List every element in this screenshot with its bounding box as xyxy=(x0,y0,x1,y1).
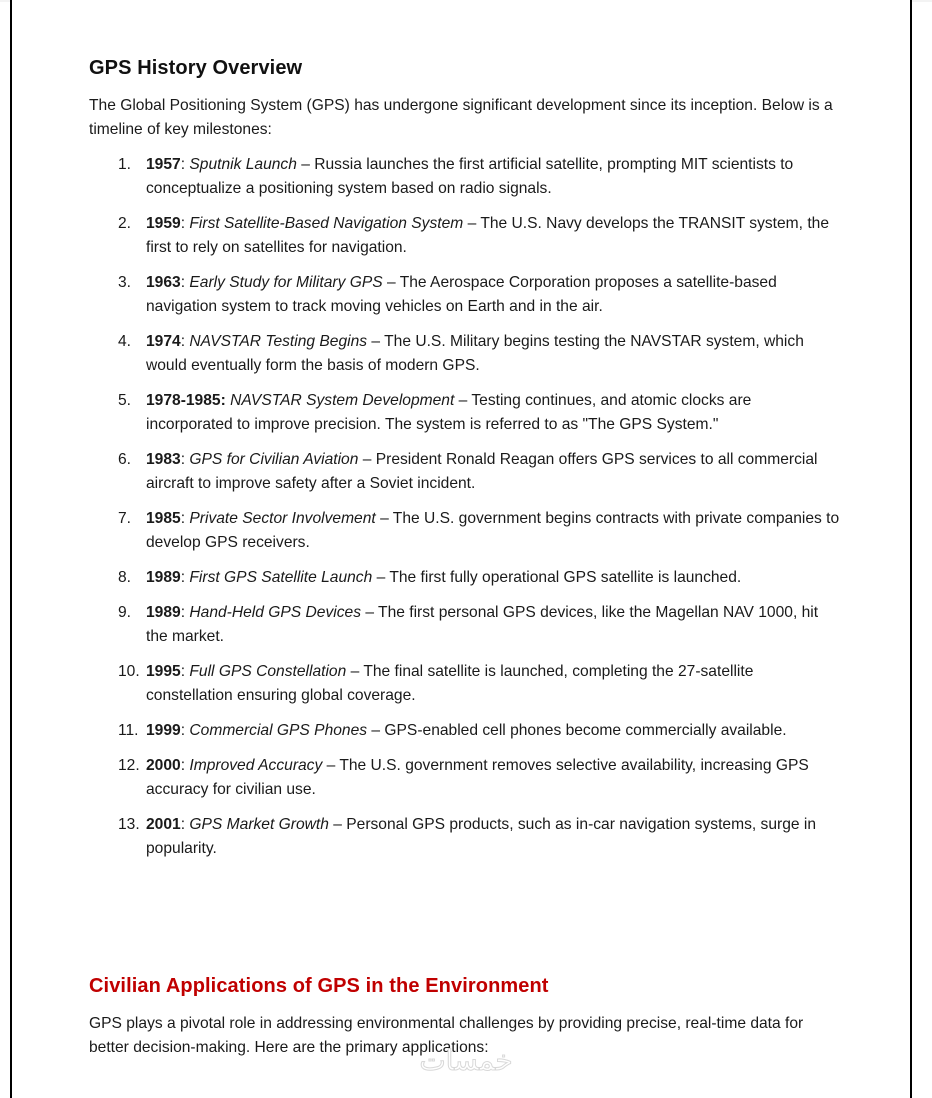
timeline-title: Full GPS Constellation xyxy=(189,663,347,680)
timeline-item xyxy=(89,754,841,802)
timeline-title: GPS Market Growth xyxy=(189,816,329,833)
list-number: 4. xyxy=(118,333,132,350)
list-number: 11. xyxy=(118,722,139,739)
document-page xyxy=(10,0,912,1098)
section-heading-civilian-applications: Civilian Applications of GPS in the Environment xyxy=(89,975,549,997)
timeline-description: – Personal GPS products, such as in-car navigation systems, surge in popularity. xyxy=(146,816,817,857)
timeline-item xyxy=(89,389,841,437)
timeline-year: 2001 xyxy=(146,816,181,833)
timeline-item xyxy=(89,212,841,260)
timeline-year: 1957 xyxy=(146,156,181,173)
list-number: 12. xyxy=(118,757,140,774)
timeline-item xyxy=(89,271,841,319)
history-intro-paragraph: The Global Positioning System (GPS) has undergone significant development since its inception. Below is a timeline of key milestones: xyxy=(89,97,833,138)
timeline-item xyxy=(89,153,841,201)
timeline-title: Hand-Held GPS Devices xyxy=(189,604,361,621)
timeline-item xyxy=(89,566,841,590)
timeline-year: 1989 xyxy=(146,569,181,586)
year-separator: : xyxy=(180,569,186,586)
timeline-year: 2000 xyxy=(146,757,181,774)
timeline-title: NAVSTAR Testing Begins xyxy=(189,333,368,350)
timeline-item xyxy=(89,330,841,378)
timeline-title: Private Sector Involvement xyxy=(189,510,376,527)
year-separator: : xyxy=(180,722,186,739)
timeline-item xyxy=(89,813,841,861)
timeline-item xyxy=(89,601,841,649)
timeline-year: 1995 xyxy=(146,663,181,680)
list-number: 10. xyxy=(118,663,140,680)
timeline-description: – GPS-enabled cell phones become commercially available. xyxy=(367,722,787,739)
timeline-year: 1963 xyxy=(146,274,181,291)
year-separator: : xyxy=(180,274,186,291)
timeline-item xyxy=(89,507,841,555)
year-separator: : xyxy=(180,816,186,833)
year-separator: : xyxy=(180,215,186,232)
list-number: 3. xyxy=(118,274,132,291)
section-heading-gps-history: GPS History Overview xyxy=(89,57,303,79)
timeline-year: 1985 xyxy=(146,510,181,527)
timeline-title: Improved Accuracy xyxy=(189,757,323,774)
list-number: 6. xyxy=(118,451,132,468)
timeline-year: 1983 xyxy=(146,451,181,468)
timeline-item xyxy=(89,719,841,743)
timeline-title: NAVSTAR System Development xyxy=(230,392,455,409)
list-number: 5. xyxy=(118,392,132,409)
timeline-description: – Russia launches the first artificial satellite, prompting MIT scientists to conceptualize a positioning system based on radio signals. xyxy=(146,156,794,197)
list-number: 13. xyxy=(118,816,140,833)
timeline-title: First Satellite-Based Navigation System xyxy=(189,215,464,232)
year-separator: : xyxy=(180,663,186,680)
timeline-description: – The Aerospace Corporation proposes a satellite-based navigation system to track moving vehicles on Earth and in the air. xyxy=(146,274,777,315)
year-separator: : xyxy=(180,757,186,774)
timeline-description: – The first fully operational GPS satellite is launched. xyxy=(372,569,742,586)
year-separator: : xyxy=(180,510,186,527)
timeline-item xyxy=(89,448,841,496)
timeline-description: – The final satellite is launched, completing the 27-satellite constellation ensuring global coverage. xyxy=(146,663,754,704)
timeline-description: – The U.S. government begins contracts with private companies to develop GPS receivers. xyxy=(146,510,840,551)
year-separator: : xyxy=(180,451,186,468)
list-number: 7. xyxy=(118,510,132,527)
timeline-year: 1974 xyxy=(146,333,181,350)
timeline-title: Sputnik Launch xyxy=(189,156,297,173)
year-separator: : xyxy=(180,604,186,621)
timeline-year: 1989 xyxy=(146,604,181,621)
watermark-logo: خمسات xyxy=(419,1044,513,1077)
timeline-title: Commercial GPS Phones xyxy=(189,722,368,739)
year-separator: : xyxy=(180,156,186,173)
timeline-title: GPS for Civilian Aviation xyxy=(189,451,359,468)
timeline-year: 1959 xyxy=(146,215,181,232)
timeline-item xyxy=(89,660,841,708)
timeline-description: – The first personal GPS devices, like the Magellan NAV 1000, hit the market. xyxy=(146,604,819,645)
timeline-title: Early Study for Military GPS xyxy=(189,274,383,291)
timeline-description: – The U.S. Navy develops the TRANSIT system, the first to rely on satellites for navigation. xyxy=(146,215,830,256)
list-number: 9. xyxy=(118,604,132,621)
timeline-year: 1978-1985: xyxy=(146,392,226,409)
timeline-description: – President Ronald Reagan offers GPS services to all commercial aircraft to improve safety after a Soviet incident. xyxy=(146,451,818,492)
list-number: 2. xyxy=(118,215,132,232)
list-number: 8. xyxy=(118,569,132,586)
timeline-list xyxy=(89,153,841,872)
timeline-title: First GPS Satellite Launch xyxy=(189,569,373,586)
timeline-description: – The U.S. government removes selective availability, increasing GPS accuracy for civilian use. xyxy=(146,757,809,798)
timeline-description: – Testing continues, and atomic clocks are incorporated to improve precision. The system is referred to as "The GPS System." xyxy=(146,392,752,433)
timeline-description: – The U.S. Military begins testing the NAVSTAR system, which would eventually form the basis of modern GPS. xyxy=(146,333,804,374)
timeline-year: 1999 xyxy=(146,722,181,739)
civilian-intro-paragraph: GPS plays a pivotal role in addressing environmental challenges by providing precise, real-time data for better decision-making. Here are the primary applications: xyxy=(89,1015,804,1056)
year-separator: : xyxy=(180,333,186,350)
list-number: 1. xyxy=(118,156,132,173)
